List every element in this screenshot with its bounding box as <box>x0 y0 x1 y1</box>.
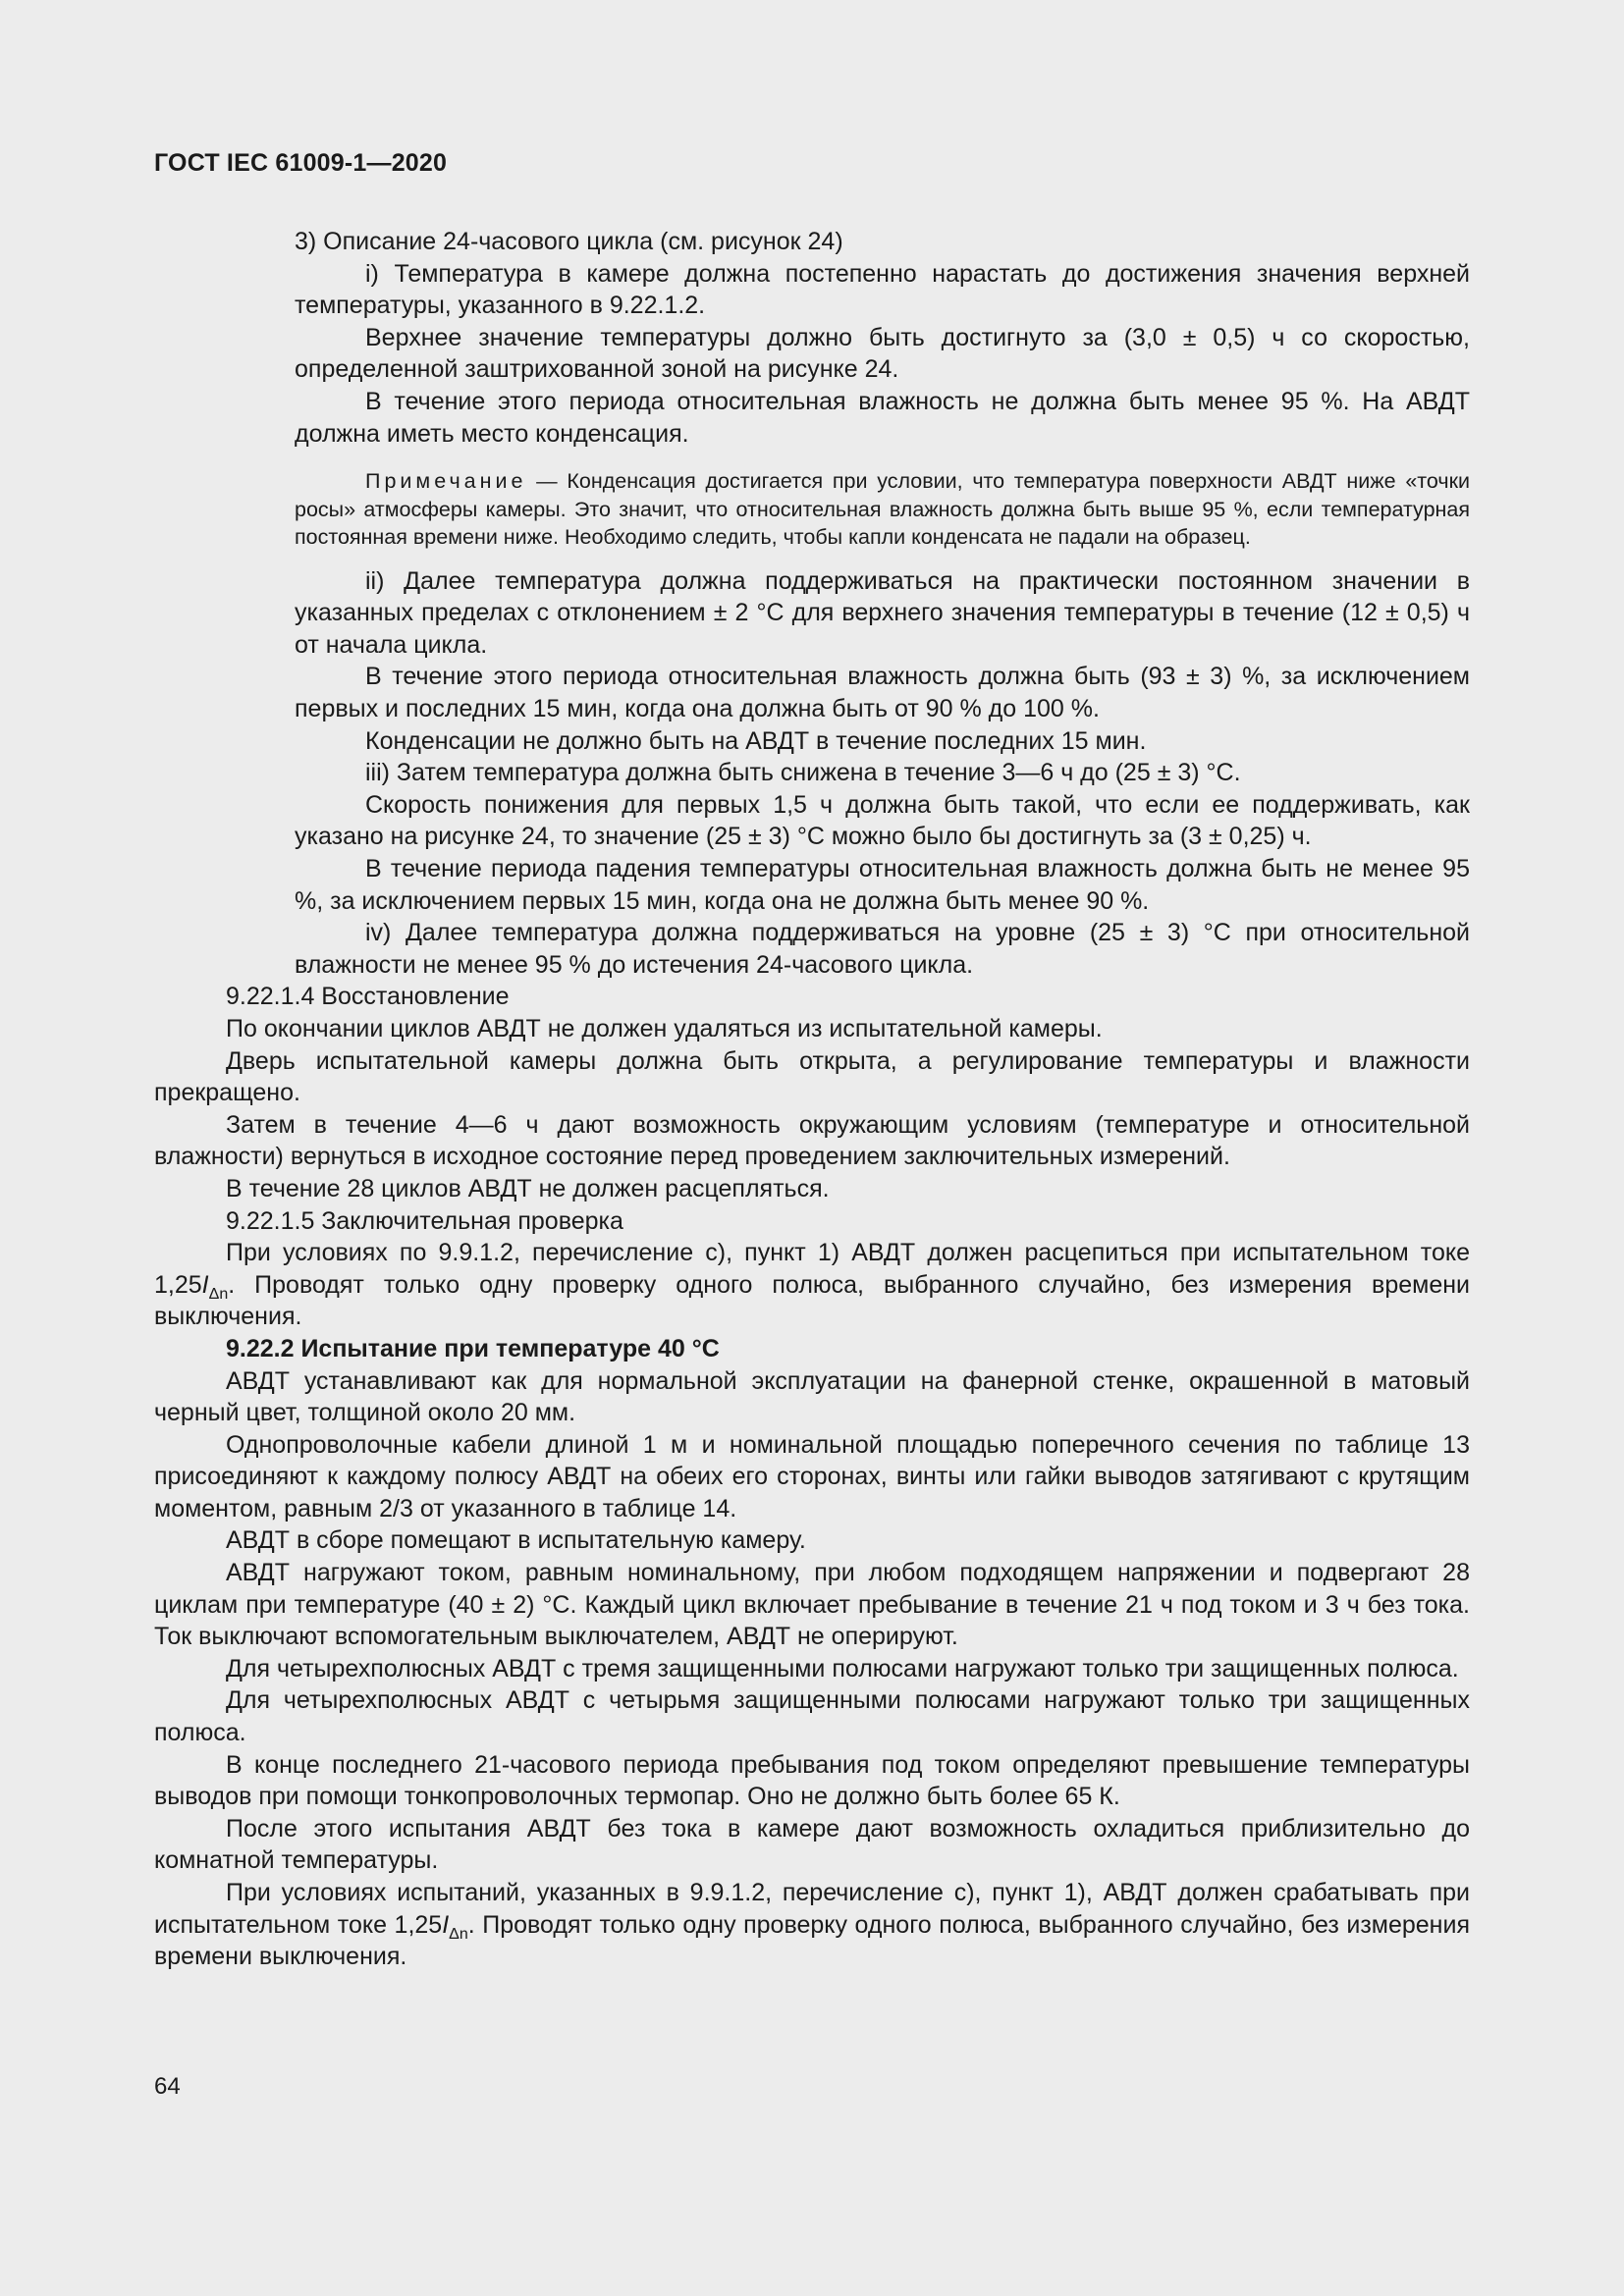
section-9-22-2-p9 <box>154 1877 1470 1973</box>
section-9-22-2-p7: В конце последнего 21-часового периода пребывания под током определяют превышение температуры выводов при помощи тонкопроволочных термопар. Оно не должно быть более 65 К. <box>154 1750 1470 1811</box>
current-subscript: Δn <box>449 1925 468 1943</box>
item-3-iii-p3: В течение периода падения температуры относительная влажность должна быть не менее 95 %, за исключением первых 15 мин, когда она не должна быть менее 90 %. <box>295 855 1470 915</box>
section-9-22-1-4-p3: Затем в течение 4—6 ч дают возможность окружающим условиям (температуре и относительной влажности) вернуться в исходное состояние перед проведением заключительных измерений. <box>154 1110 1470 1171</box>
section-9-22-2-p5: Для четырехполюсных АВДТ с тремя защищенными полюсами нагружают только три защищенных полюса. <box>226 1654 1459 1682</box>
text-run: . Проводят только одну проверку одного полюса, выбранного случайно, без измерения времени выключения. <box>154 1270 1470 1331</box>
section-9-22-1-4-p4: В течение 28 циклов АВДТ не должен расцепляться. <box>226 1174 830 1202</box>
item-3-iii-p2: Скорость понижения для первых 1,5 ч должна быть такой, что если ее поддерживать, как указано на рисунке 24, то значение (25 ± 3) °С можно было бы достигнуть за (3 ± 0,25) ч. <box>295 790 1470 851</box>
note-label: Примечание <box>365 469 527 494</box>
section-9-22-1-4-heading: 9.22.1.4 Восстановление <box>226 983 510 1011</box>
item-3-iii: iii) Затем температура должна быть снижена в течение 3—6 ч до (25 ± 3) °С. <box>365 759 1241 787</box>
section-9-22-1-5-p1 <box>154 1237 1470 1333</box>
current-symbol: I <box>442 1910 450 1939</box>
document-header: ГОСТ IEC 61009-1—2020 <box>154 149 448 177</box>
text-run: . Проводят только одну проверку одного полюса, выбранного случайно, без измерения времени выключения. <box>154 1910 1470 1971</box>
section-9-22-2-p4: АВДТ нагружают током, равным номинальному, при любом подходящем напряжении и подвергают 28 циклам при температуре (40 ± 2) °С. Каждый цикл включает пребывание в течение 21 ч под током и 3 ч без тока. Ток выключают вспомогательным выключателем, АВДТ не оперируют. <box>154 1559 1470 1651</box>
item-3-iv: iv) Далее температура должна поддерживаться на уровне (25 ± 3) °С при относительной влажности не менее 95 % до истечения 24-часового цикла. <box>295 919 1470 979</box>
section-9-22-2-p2: Однопроволочные кабели длиной 1 м и номинальной площадью поперечного сечения по таблице 13 присоединяют к каждому полюсу АВДТ на обеих его сторонах, винты или гайки выводов затягивают с крутящим моментом, равным 2/3 от указанного в таблице 14. <box>154 1430 1470 1522</box>
note <box>154 467 1470 552</box>
current-symbol: I <box>201 1270 209 1299</box>
section-9-22-2-p1: АВДТ устанавливают как для нормальной эксплуатации на фанерной стенке, окрашенной в матовый черный цвет, толщиной около 20 мм. <box>154 1366 1470 1427</box>
current-subscript: Δn <box>208 1285 229 1303</box>
text-run: При условиях испытаний, указанных в 9.9.1.2, перечисление с), пункт 1), АВДТ должен срабатывать при испытательном токе 1,25 <box>154 1879 1470 1939</box>
item-3-i-p2: Верхнее значение температуры должно быть достигнуто за (3,0 ± 0,5) ч со скоростью, определенной заштрихованной зоной на рисунке 24. <box>295 323 1470 384</box>
item-3-ii: ii) Далее температура должна поддерживаться на практически постоянном значении в указанных пределах с отклонением ± 2 °С для верхнего значения температуры в течение (12 ± 0,5) ч от начала цикла. <box>295 566 1470 659</box>
section-9-22-2-p3: АВДТ в сборе помещают в испытательную камеру. <box>226 1526 806 1555</box>
page-number: 64 <box>154 2073 181 2100</box>
section-9-22-2-p6: Для четырехполюсных АВДТ с четырьмя защищенными полюсами нагружают только три защищенных полюса. <box>154 1686 1470 1747</box>
note-text: — Конденсация достигается при условии, что температура поверхности АВДТ ниже «точки росы» атмосферы камеры. Это значит, что относительная влажность должна быть выше 95 %, если температурная постоянная времени ниже. Необходимо следить, чтобы капли конденсата не падали на образец. <box>295 469 1470 550</box>
item-3-i-p3: В течение этого периода относительная влажность не должна быть менее 95 %. На АВДТ должна иметь место конденсация. <box>295 387 1470 448</box>
section-9-22-2-heading: 9.22.2 Испытание при температуре 40 °С <box>226 1334 720 1362</box>
item-3-ii-p3: Конденсации не должно быть на АВДТ в течение последних 15 мин. <box>365 726 1147 755</box>
item-3-ii-p2: В течение этого периода относительная влажность должна быть (93 ± 3) %, за исключением первых и последних 15 мин, когда она должна быть от 90 % до 100 %. <box>295 663 1470 723</box>
page-content <box>154 226 1470 1973</box>
section-9-22-1-5-heading: 9.22.1.5 Заключительная проверка <box>226 1206 623 1235</box>
section-9-22-2-p8: После этого испытания АВДТ без тока в камере дают возможность охладиться приблизительно до комнатной температуры. <box>154 1814 1470 1875</box>
item-3-title: 3) Описание 24-часового цикла (см. рисунок 24) <box>295 228 843 255</box>
section-9-22-1-4-p1: По окончании циклов АВДТ не должен удаляться из испытательной камеры. <box>226 1014 1103 1042</box>
text-run: При условиях по 9.9.1.2, перечисление с), пункт 1) АВДТ должен расцепиться при испытательном токе 1,25 <box>154 1239 1470 1299</box>
section-9-22-1-4-p2: Дверь испытательной камеры должна быть открыта, а регулирование температуры и влажности прекращено. <box>154 1046 1470 1107</box>
item-3-i: i) Температура в камере должна постепенно нарастать до достижения значения верхней температуры, указанного в 9.22.1.2. <box>295 259 1470 320</box>
